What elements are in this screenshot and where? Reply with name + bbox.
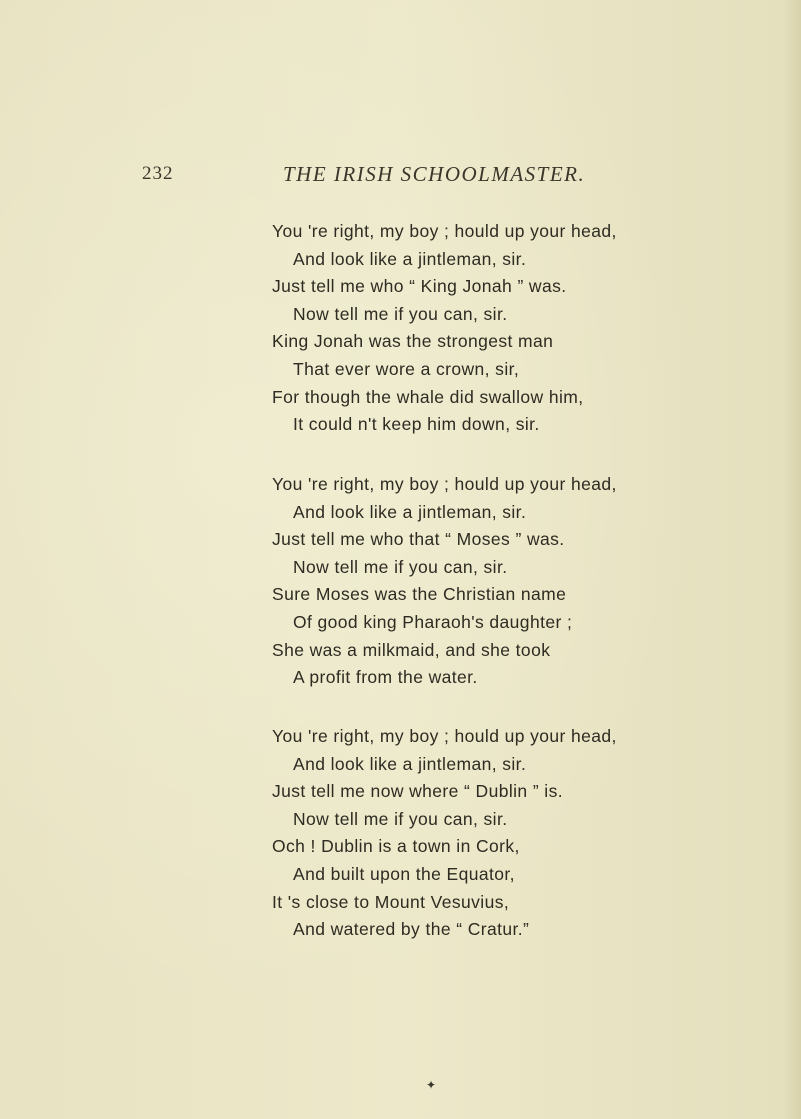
poem-line: And watered by the “ Cratur.” — [293, 919, 530, 940]
poem-line: And built upon the Equator, — [293, 863, 515, 884]
poem-line: It 's close to Mount Vesuvius, — [272, 891, 510, 912]
poem-line: Sure Moses was the Christian name — [272, 584, 567, 605]
poem-line: You 're right, my boy ; hould up your head, — [272, 726, 617, 746]
poem-line: Now tell me if you can, sir. — [293, 303, 508, 324]
page-edge-shadow — [783, 0, 801, 1119]
poem-line: A profit from the water. — [293, 667, 478, 688]
page-number: 232 — [142, 163, 174, 184]
poem-line: King Jonah was the strongest man — [272, 331, 554, 352]
poem-line: Now tell me if you can, sir. — [293, 808, 508, 829]
poem-line: For though the whale did swallow him, — [272, 386, 584, 407]
poem-line: You 're right, my boy ; hould up your head, — [272, 474, 617, 494]
poem-line: Just tell me who “ King Jonah ” was. — [272, 276, 567, 297]
printer-mark: ✦ — [426, 1078, 437, 1092]
poem-line: Of good king Pharaoh's daughter ; — [293, 611, 573, 632]
running-head-title: THE IRISH SCHOOLMASTER. — [283, 162, 586, 186]
poem-line: Just tell me now where “ Dublin ” is. — [272, 781, 564, 802]
poem-line: And look like a jintleman, sir. — [293, 753, 527, 774]
poem-line: She was a milkmaid, and she took — [272, 639, 551, 660]
poem-line: You 're right, my boy ; hould up your head, — [272, 221, 617, 241]
poem-line: And look like a jintleman, sir. — [293, 248, 527, 269]
poem-line: Now tell me if you can, sir. — [293, 556, 508, 577]
poem-line: Just tell me who that “ Moses ” was. — [272, 529, 565, 550]
stanza-3 — [272, 723, 712, 944]
poem-line: That ever wore a crown, sir, — [293, 358, 520, 379]
poem-line: It could n't keep him down, sir. — [293, 414, 540, 435]
stanza-2 — [272, 471, 712, 692]
poem-line: Och ! Dublin is a town in Cork, — [272, 836, 520, 857]
stanza-1 — [272, 218, 712, 439]
poem-line: And look like a jintleman, sir. — [293, 501, 527, 522]
